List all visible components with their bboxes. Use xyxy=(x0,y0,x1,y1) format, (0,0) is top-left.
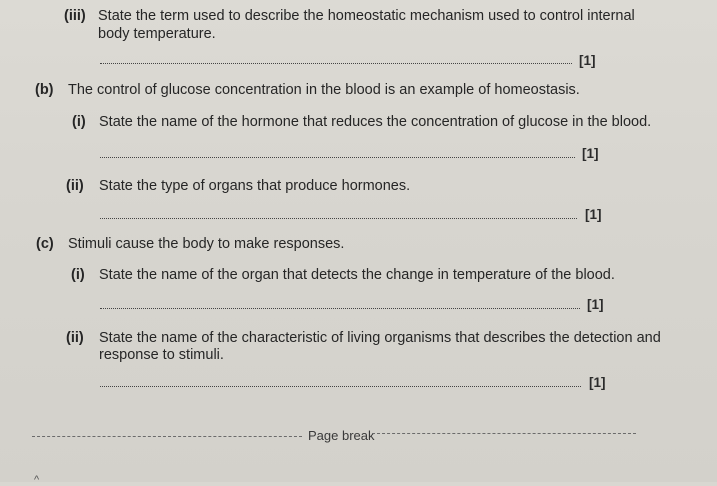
question-b-i-label: (i) xyxy=(72,114,86,130)
page-corner-mark: ^ xyxy=(34,474,40,486)
answer-line-c-ii[interactable] xyxy=(100,386,581,387)
question-b-ii-label: (ii) xyxy=(66,178,84,194)
question-b-stem: The control of glucose concentration in the blood is an example of homeostasis. xyxy=(68,82,580,98)
question-c-i-label: (i) xyxy=(71,267,85,283)
question-c-ii-text-line1: State the name of the characteristic of living organisms that describes the detection and xyxy=(99,330,661,346)
marks-b-ii: [1] xyxy=(585,207,602,222)
question-a-iii-label: (iii) xyxy=(64,8,86,24)
answer-line-a-iii[interactable] xyxy=(100,63,572,64)
page-break-line-right xyxy=(372,433,636,434)
marks-c-i: [1] xyxy=(587,297,604,312)
page-break-line-left xyxy=(32,436,302,437)
question-c-i-text: State the name of the organ that detects the change in temperature of the blood. xyxy=(99,267,615,283)
question-c-stem: Stimuli cause the body to make responses. xyxy=(68,236,345,252)
question-c-label: (c) xyxy=(36,236,54,252)
question-b-label: (b) xyxy=(35,82,54,98)
page-break-label: Page break xyxy=(308,428,375,443)
answer-line-b-i[interactable] xyxy=(100,157,575,158)
marks-b-i: [1] xyxy=(582,146,599,161)
answer-line-c-i[interactable] xyxy=(100,308,580,309)
question-a-iii-text-line1: State the term used to describe the homeostatic mechanism used to control internal xyxy=(98,8,635,24)
marks-a-iii: [1] xyxy=(579,53,596,68)
question-c-ii-text-line2: response to stimuli. xyxy=(99,347,224,363)
answer-line-b-ii[interactable] xyxy=(100,218,577,219)
marks-c-ii: [1] xyxy=(589,375,606,390)
question-b-i-text: State the name of the hormone that reduces the concentration of glucose in the blood. xyxy=(99,114,652,130)
question-b-ii-text: State the type of organs that produce hormones. xyxy=(99,178,411,194)
question-c-ii-label: (ii) xyxy=(66,330,84,346)
question-a-iii-text-line2: body temperature. xyxy=(98,26,216,42)
